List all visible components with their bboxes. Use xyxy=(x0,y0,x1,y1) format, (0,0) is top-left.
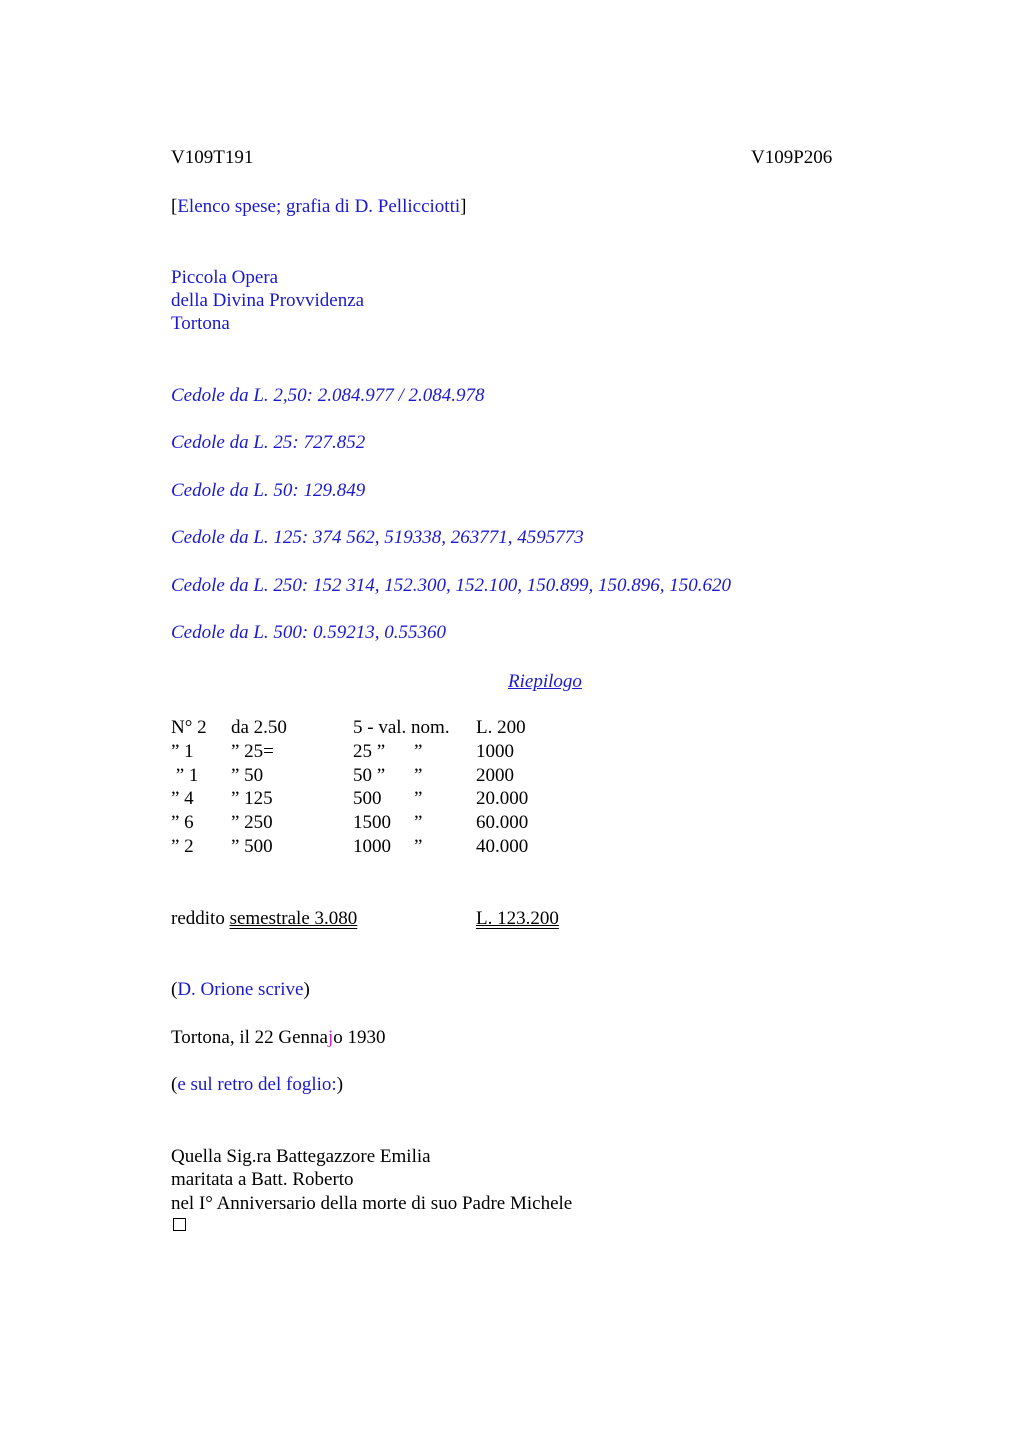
closing-line-3: nel I° Anniversario della morte di suo Padre Michele xyxy=(171,1193,573,1214)
row-count: ” 2 xyxy=(171,836,194,857)
row-denomination: ” 25= xyxy=(231,741,274,762)
row-denomination: ” 250 xyxy=(231,812,273,833)
cedole-line: Cedole da L. 50: 129.849 xyxy=(171,480,366,501)
date-line: Tortona, il 22 Gennajo 1930 xyxy=(171,1027,386,1048)
row-mark: ” xyxy=(414,836,423,857)
row-denomination: ” 50 xyxy=(231,765,264,786)
row-denomination: ” 125 xyxy=(231,788,273,809)
cedole-line: Cedole da L. 125: 374 562, 519338, 263771, 4595773 xyxy=(171,527,584,548)
row-amount: 2000 xyxy=(476,765,514,786)
riepilogo-title: Riepilogo xyxy=(508,671,582,692)
row-denomination: da 2.50 xyxy=(231,717,287,738)
row-count: ” 1 xyxy=(171,765,199,786)
retro-note: (e sul retro del foglio:) xyxy=(171,1074,344,1095)
row-count: ” 6 xyxy=(171,812,194,833)
reddito-value: semestrale 3.080 xyxy=(229,908,358,929)
cedole-line: Cedole da L. 25: 727.852 xyxy=(171,432,366,453)
orione-note: (D. Orione scrive) xyxy=(171,979,310,1000)
checkbox-square-icon xyxy=(173,1218,186,1231)
row-mark: ” xyxy=(414,812,423,833)
closing-line-2: maritata a Batt. Roberto xyxy=(171,1169,354,1190)
row-mark: ” xyxy=(414,765,423,786)
row-value: 1000 xyxy=(353,836,391,857)
cedole-line: Cedole da L. 2,50: 2.084.977 / 2.084.978 xyxy=(171,385,485,406)
row-value: 500 xyxy=(353,788,382,809)
row-count: N° 2 xyxy=(171,717,207,738)
row-amount: 60.000 xyxy=(476,812,529,833)
editorial-note: [Elenco spese; grafia di D. Pellicciotti] xyxy=(171,196,467,217)
row-count: ” 4 xyxy=(171,788,194,809)
row-value: 50 ” xyxy=(353,765,386,786)
cedole-line: Cedole da L. 500: 0.59213, 0.55360 xyxy=(171,622,446,643)
reddito-label: reddito xyxy=(171,908,225,929)
row-count: ” 1 xyxy=(171,741,194,762)
letterhead-line-2: della Divina Provvidenza xyxy=(171,290,365,311)
row-value: 1500 xyxy=(353,812,391,833)
row-mark: ” xyxy=(414,741,423,762)
letterhead-line-1: Piccola Opera xyxy=(171,267,279,288)
row-mark: ” xyxy=(414,788,423,809)
cedole-line: Cedole da L. 250: 152 314, 152.300, 152.100, 150.899, 150.896, 150.620 xyxy=(171,575,731,596)
header-left-code: V109T191 xyxy=(171,147,254,168)
riepilogo-total: L. 123.200 xyxy=(476,908,559,929)
letterhead-line-3: Tortona xyxy=(171,313,230,334)
row-amount: 20.000 xyxy=(476,788,529,809)
row-amount: 40.000 xyxy=(476,836,529,857)
row-amount: 1000 xyxy=(476,741,514,762)
row-value: 25 ” xyxy=(353,741,386,762)
row-amount: L. 200 xyxy=(476,717,526,738)
closing-line-1: Quella Sig.ra Battegazzore Emilia xyxy=(171,1146,431,1167)
header-right-code: V109P206 xyxy=(751,147,833,168)
row-value: 5 - val. nom. xyxy=(353,717,450,738)
reddito-line xyxy=(171,907,357,930)
row-denomination: ” 500 xyxy=(231,836,273,857)
